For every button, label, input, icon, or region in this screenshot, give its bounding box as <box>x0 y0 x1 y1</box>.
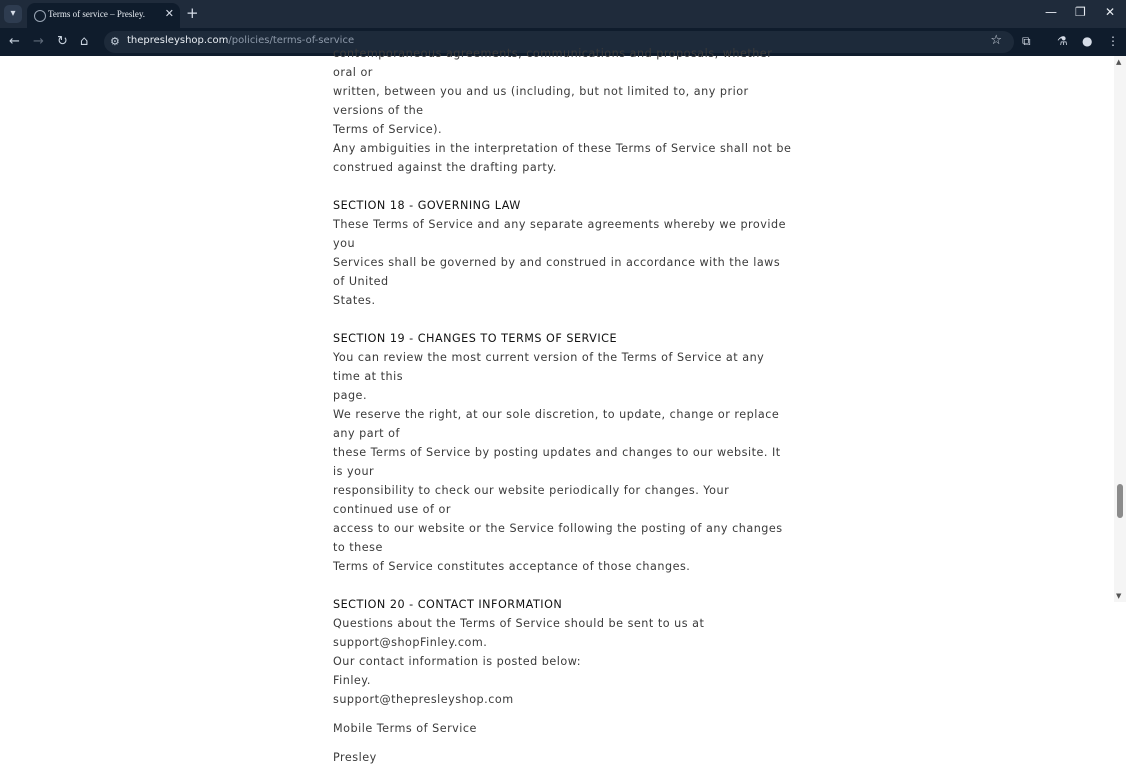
doc-line: construed against the drafting party. <box>333 161 557 174</box>
doc-line: Our contact information is posted below: <box>333 655 582 668</box>
bookmark-star-icon[interactable]: ☆ <box>990 33 1002 48</box>
url-text[interactable] <box>127 35 354 46</box>
doc-line: States. <box>333 294 376 307</box>
doc-line: page. <box>333 389 367 402</box>
doc-line: Services shall be governed by and construed in accordance with the laws of United <box>333 256 781 288</box>
doc-line: Terms of Service constitutes acceptance of those changes. <box>333 560 691 573</box>
doc-line: These Terms of Service and any separate agreements whereby we provide you <box>333 218 786 250</box>
doc-line: these Terms of Service by posting updates and changes to our website. It is your <box>333 446 781 478</box>
doc-line: support@thepresleyshop.com <box>333 693 514 706</box>
doc-line: We reserve the right, at our sole discretion, to update, change or replace any part of <box>333 408 780 440</box>
section-20-heading: SECTION 20 - CONTACT INFORMATION <box>333 598 563 611</box>
new-tab-button[interactable]: + <box>186 4 199 22</box>
menu-icon[interactable]: ⋮ <box>1107 34 1119 48</box>
tab-search-button[interactable]: ▾ <box>4 5 22 23</box>
page-content <box>0 47 1114 764</box>
maximize-icon[interactable]: ❐ <box>1075 5 1086 19</box>
home-icon[interactable]: ⌂ <box>80 34 89 49</box>
url-path: /policies/terms-of-service <box>228 35 355 46</box>
window-close-icon[interactable]: ✕ <box>1105 5 1116 19</box>
reload-icon[interactable]: ↻ <box>57 34 68 49</box>
presley-line: Presley <box>333 751 377 764</box>
tab-strip <box>0 0 1126 28</box>
tab-active[interactable] <box>27 3 180 28</box>
scroll-up-arrow-icon[interactable]: ▲ <box>1116 58 1122 66</box>
tab-favicon-icon <box>34 10 46 22</box>
extensions-icon[interactable]: ⧉ <box>1022 34 1031 48</box>
doc-line: Terms of Service). <box>333 123 443 136</box>
url-domain: thepresleyshop.com <box>127 35 229 46</box>
profile-icon[interactable]: ● <box>1082 34 1093 48</box>
doc-line: You can review the most current version of the Terms of Service at any time at this <box>333 351 765 383</box>
site-info-icon[interactable]: ⚙ <box>110 35 120 48</box>
mobile-terms-heading: Mobile Terms of Service <box>333 722 477 735</box>
section-19-heading: SECTION 19 - CHANGES TO TERMS OF SERVICE <box>333 332 618 345</box>
terms-document <box>333 44 793 767</box>
doc-line: Questions about the Terms of Service should be sent to us at <box>333 617 705 630</box>
doc-line: Any ambiguities in the interpretation of these Terms of Service shall not be <box>333 142 792 155</box>
section-18-heading: SECTION 18 - GOVERNING LAW <box>333 199 521 212</box>
labs-icon[interactable]: ⚗ <box>1057 34 1068 48</box>
doc-line: responsibility to check our website periodically for changes. Your continued use of or <box>333 484 730 516</box>
back-icon[interactable]: ← <box>9 34 20 49</box>
forward-icon[interactable]: → <box>33 34 44 49</box>
doc-line: contemporaneous agreements, communications and proposals, whether oral or <box>333 47 773 79</box>
vertical-scrollbar[interactable] <box>1114 56 1126 602</box>
tab-title: Terms of service – Presley. <box>48 9 146 19</box>
doc-line: Finley. <box>333 674 371 687</box>
tab-close-icon[interactable]: ✕ <box>164 7 174 20</box>
minimize-icon[interactable]: — <box>1045 5 1057 19</box>
scroll-down-arrow-icon[interactable]: ▼ <box>1116 592 1122 600</box>
scrollbar-thumb[interactable] <box>1117 484 1123 518</box>
doc-line: access to our website or the Service following the posting of any changes to these <box>333 522 783 554</box>
doc-line: support@shopFinley.com. <box>333 636 488 649</box>
doc-line: written, between you and us (including, but not limited to, any prior versions of the <box>333 85 749 117</box>
